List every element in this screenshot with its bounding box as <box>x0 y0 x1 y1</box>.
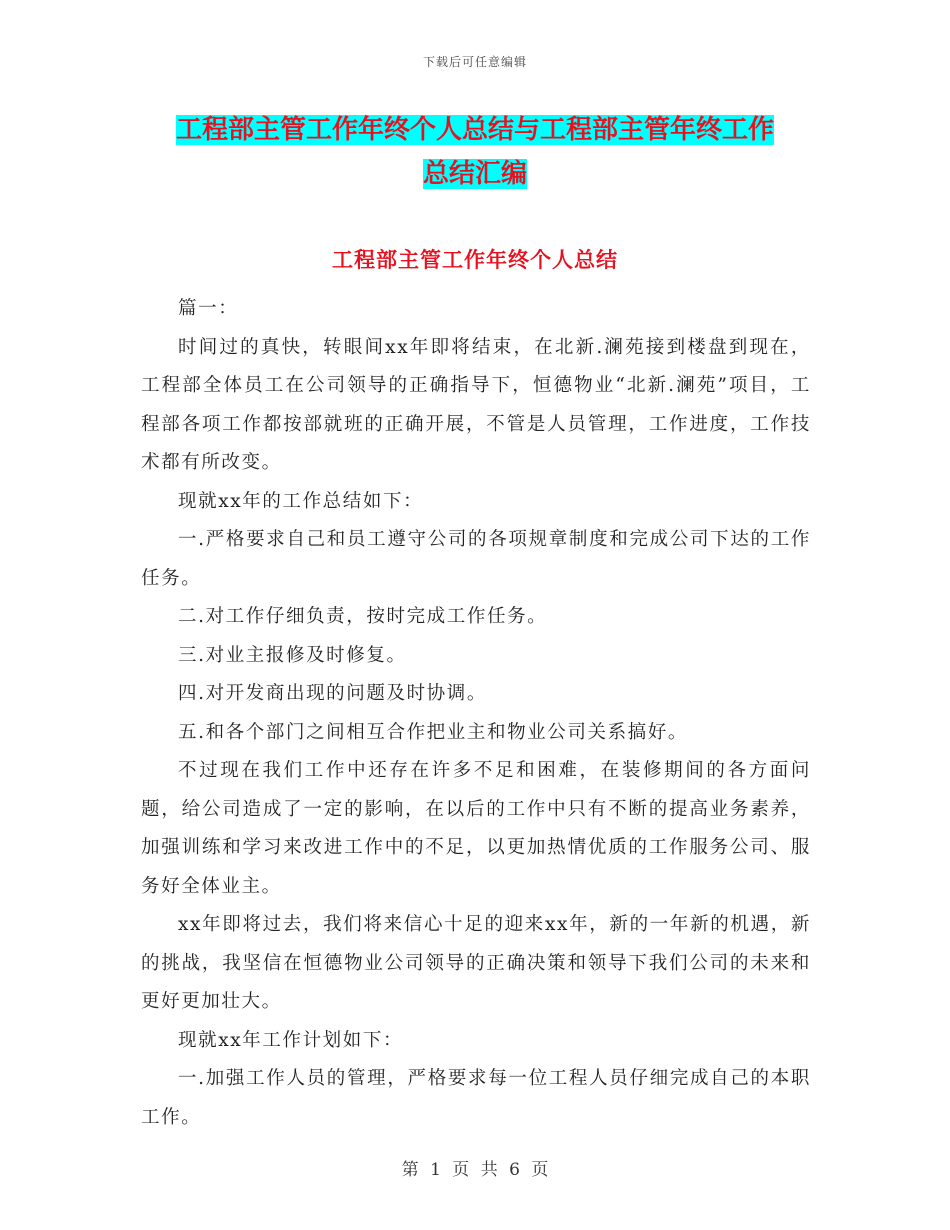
paragraph: 现就xx年工作计划如下： <box>178 1029 404 1051</box>
paragraph: xx年即将过去，我们将来信心十足的迎来xx年，新的一年新的机遇，新的挑战，我坚信在恒德物业公司领导的正确决策和领导下我们公司的未来和更好更加壮大。 <box>141 914 811 1012</box>
paragraph: 不过现在我们工作中还存在许多不足和困难，在装修期间的各方面问题，给公司造成了一定的影响，在以后的工作中只有不断的提高业务素养，加强训练和学习来改进工作中的不足，以更加热情优质的工作服务公司、服务好全体业主。 <box>141 760 811 897</box>
paragraph: 五.和各个部门之间相互合作把业主和物业公司关系搞好。 <box>178 721 688 743</box>
paragraph: 一.严格要求自己和员工遵守公司的各项规章制度和完成公司下达的工作任务。 <box>141 529 811 589</box>
paragraph: 现就xx年的工作总结如下： <box>178 490 424 512</box>
paragraph: 四.对开发商出现的问题及时协调。 <box>178 683 487 704</box>
paragraph: 一.加强工作人员的管理，严格要求每一位工程人员仔细完成自己的本职工作。 <box>141 1068 811 1128</box>
document-title-line-2: 总结汇编 <box>422 159 527 189</box>
page-number-footer: 第 1 页 共 6 页 <box>401 1160 549 1180</box>
document-title <box>140 108 810 196</box>
paragraph: 时间过的真快，转眼间xx年即将结束，在北新.澜苑接到楼盘到现在，工程部全体员工在公司领导的正确指导下，恒德物业“北新.澜苑”项目，工程部各项工作都按部就班的正确开展，不管是人员管理，工作进度，工作技术都有所改变。 <box>141 336 811 473</box>
paragraph: 篇一： <box>178 298 239 319</box>
document-body <box>141 290 811 1137</box>
document-title-line-1: 工程部主管工作年终个人总结与工程部主管年终工作 <box>175 115 774 145</box>
paragraph: 二.对工作仔细负责，按时完成工作任务。 <box>178 606 548 627</box>
section-title: 工程部主管工作年终个人总结 <box>332 248 618 272</box>
header-note: 下载后可任意编辑 <box>422 55 527 69</box>
paragraph: 三.对业主报修及时修复。 <box>178 644 407 666</box>
